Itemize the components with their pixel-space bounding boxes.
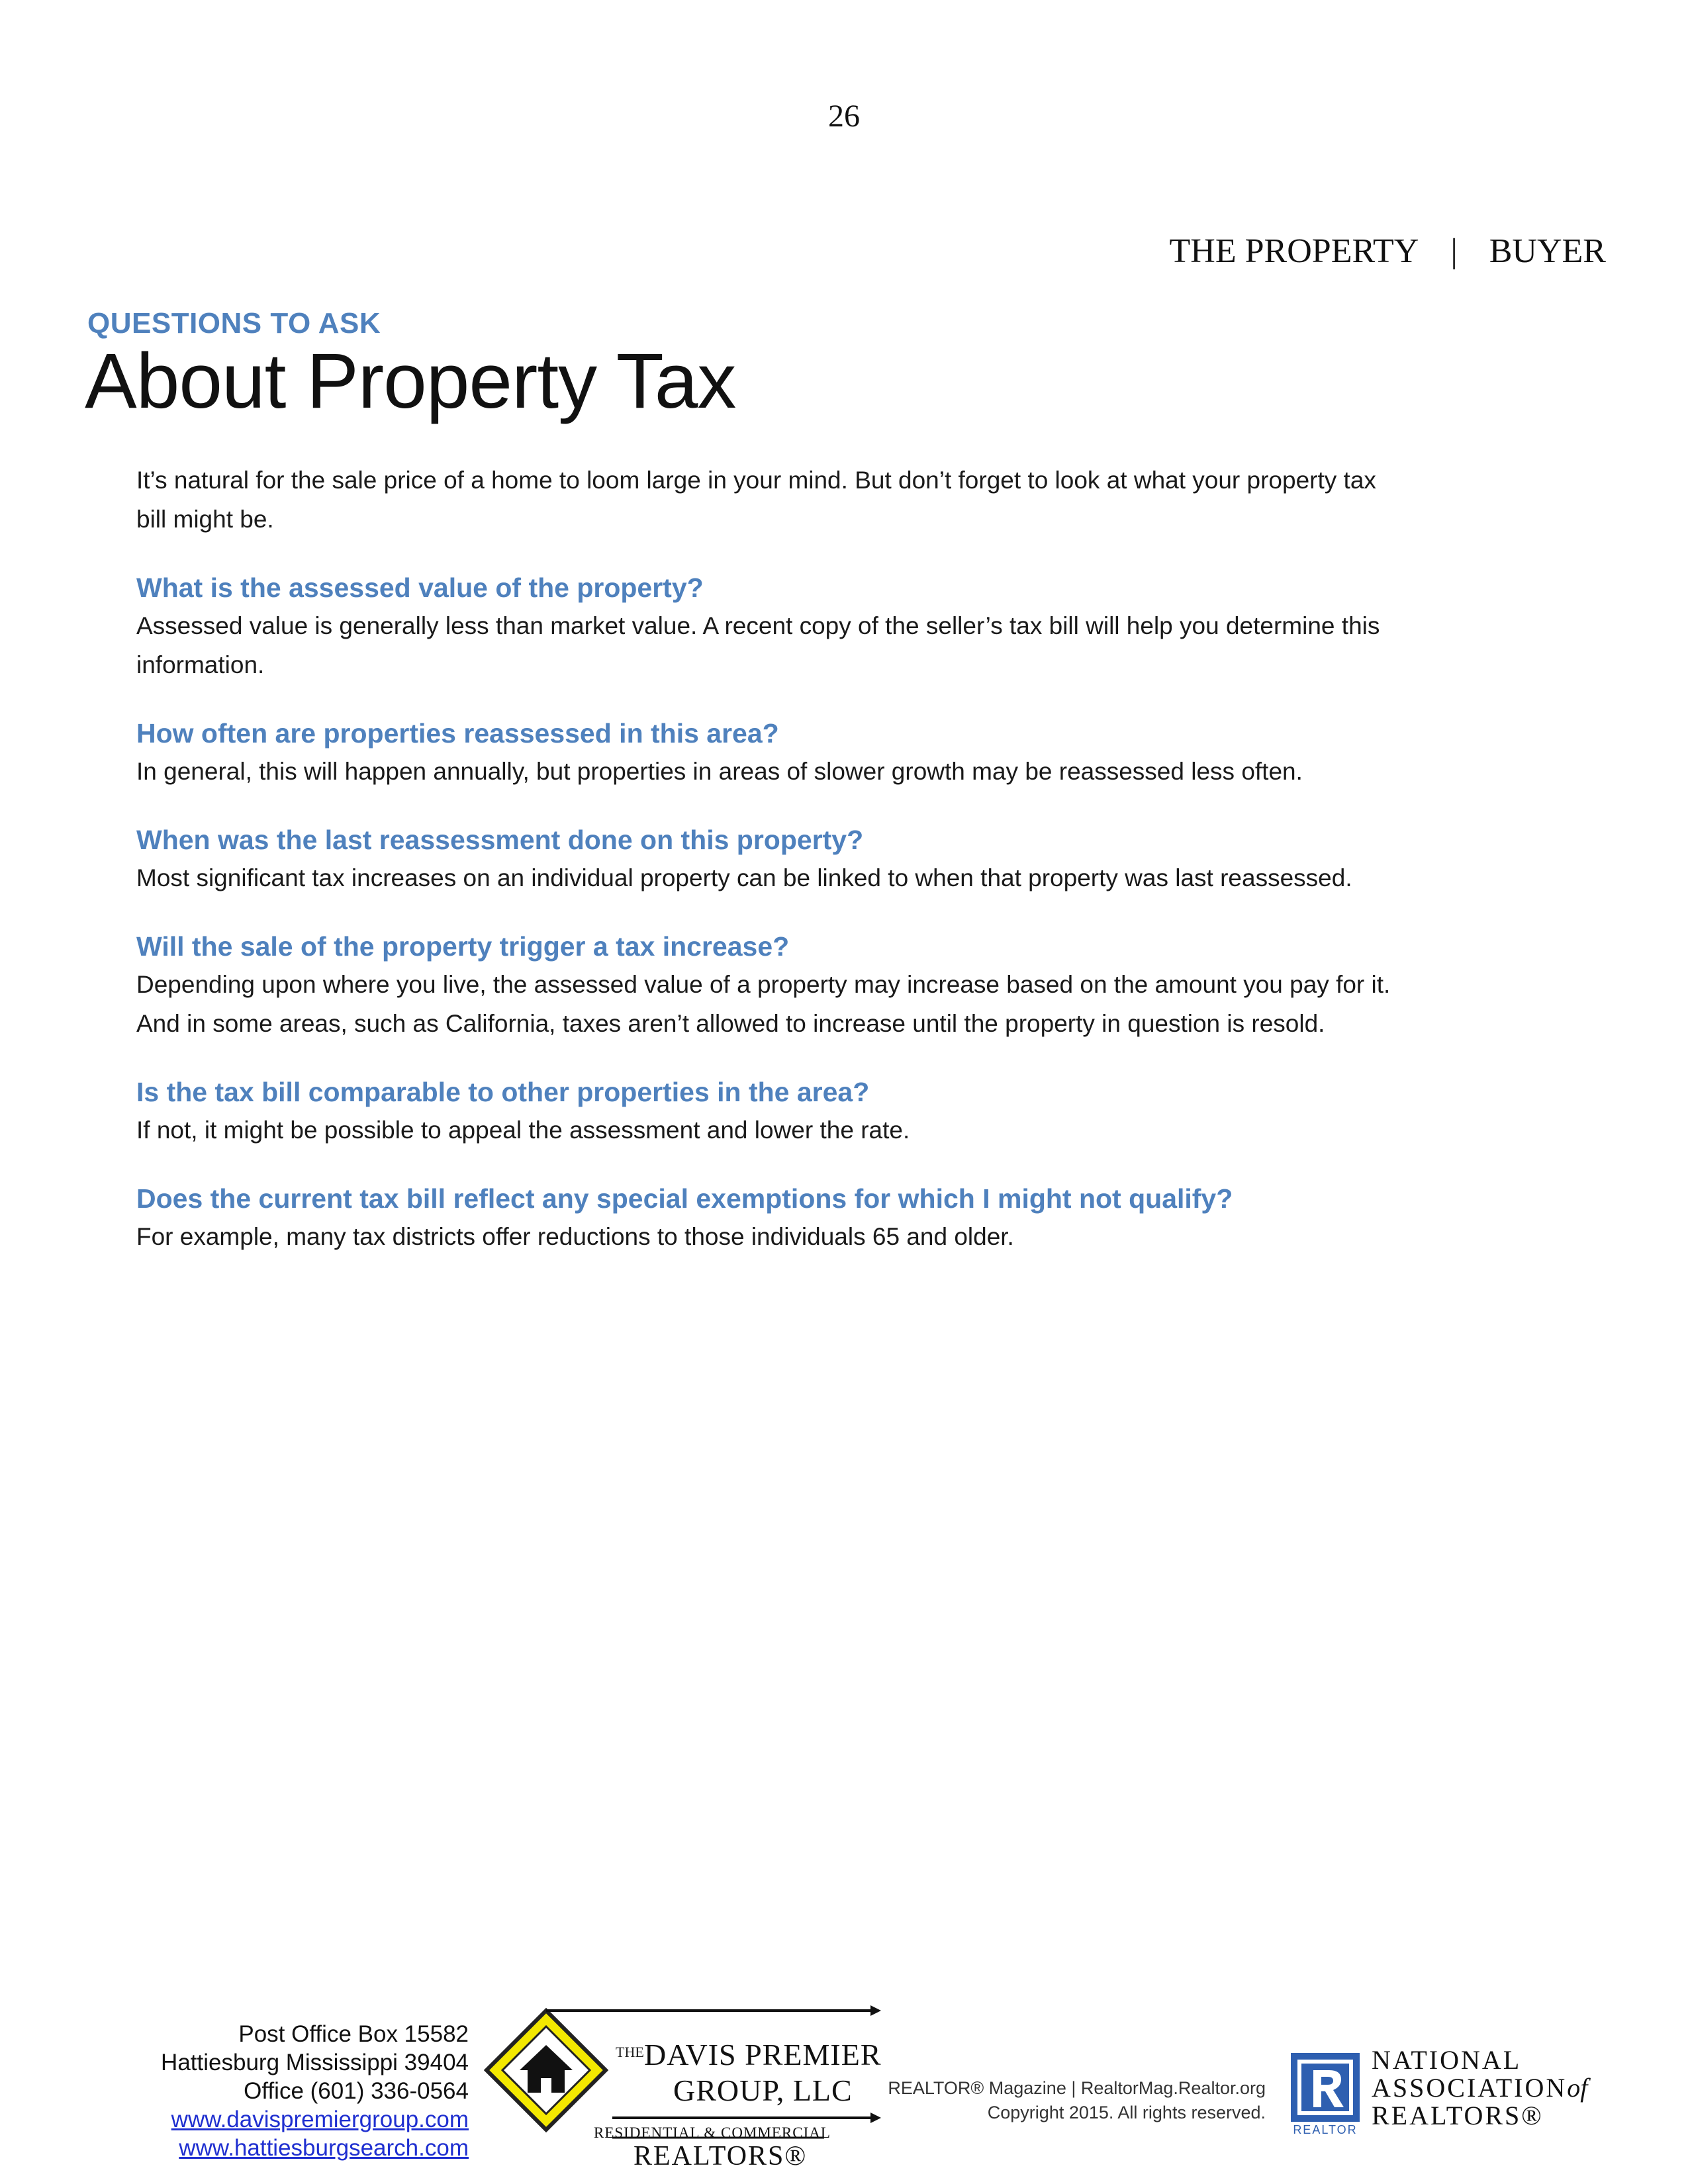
page-number: 26 bbox=[828, 99, 860, 134]
answer-line: information. bbox=[136, 651, 265, 678]
header-audience: BUYER bbox=[1489, 232, 1606, 270]
davis-premier-group-logo bbox=[480, 1999, 884, 2177]
address-line: Hattiesburg Mississippi 39404 bbox=[161, 2050, 469, 2075]
realtor-badge-label: REALTOR bbox=[1293, 2123, 1358, 2136]
question-heading: Does the current tax bill reflect any special exemptions for which I might not qualify? bbox=[136, 1183, 1233, 1214]
answer-text bbox=[136, 965, 1493, 1043]
office-address bbox=[99, 2020, 469, 2162]
logo-name-line2: GROUP, LLC bbox=[673, 2073, 853, 2107]
intro-paragraph bbox=[136, 461, 1493, 539]
logo-realtors: REALTORS® bbox=[633, 2141, 808, 2171]
qa-item bbox=[136, 1073, 1493, 1150]
nar-line bbox=[1372, 2074, 1587, 2102]
logo-name-line1: DAVIS PREMIER bbox=[644, 2038, 882, 2071]
nar-association: ASSOCIATION bbox=[1372, 2073, 1568, 2103]
question-heading: Will the sale of the property trigger a tax increase? bbox=[136, 931, 790, 962]
magazine-credit bbox=[861, 2076, 1266, 2125]
answer-line: If not, it might be possible to appeal the assessment and lower the rate. bbox=[136, 1116, 910, 1144]
header-separator: | bbox=[1450, 232, 1458, 270]
nar-of: of bbox=[1567, 2073, 1588, 2103]
website-link-davispremiergroup[interactable]: www.davispremiergroup.com bbox=[171, 2107, 469, 2132]
address-line: Post Office Box 15582 bbox=[238, 2021, 469, 2047]
qa-item bbox=[136, 928, 1493, 1043]
logo-tagline: RESIDENTIAL & COMMERCIAL bbox=[594, 2124, 831, 2141]
answer-line: Most significant tax increases on an individual property can be linked to when that property was last reassessed. bbox=[136, 864, 1352, 891]
copyright-line: Copyright 2015. All rights reserved. bbox=[987, 2103, 1266, 2122]
answer-line: Depending upon where you live, the assessed value of a property may increase based on the amount you pay for it. bbox=[136, 971, 1391, 998]
question-heading: What is the assessed value of the property? bbox=[136, 572, 704, 603]
question-heading: Is the tax bill comparable to other properties in the area? bbox=[136, 1077, 870, 1107]
website-link-hattiesburgsearch[interactable]: www.hattiesburgsearch.com bbox=[179, 2135, 469, 2161]
nar-logo-text bbox=[1372, 2046, 1587, 2130]
question-heading: When was the last reassessment done on this property? bbox=[136, 825, 864, 855]
logo-the: THE bbox=[616, 2044, 644, 2060]
answer-text bbox=[136, 858, 1493, 897]
answer-text bbox=[136, 606, 1493, 684]
answer-line: For example, many tax districts offer reductions to those individuals 65 and older. bbox=[136, 1223, 1014, 1250]
qa-item bbox=[136, 569, 1493, 684]
answer-line: And in some areas, such as California, taxes aren’t allowed to increase until the property in question is resold. bbox=[136, 1010, 1325, 1037]
running-header bbox=[1170, 232, 1606, 271]
magazine-line: REALTOR® Magazine | RealtorMag.Realtor.org bbox=[888, 2078, 1266, 2098]
answer-text bbox=[136, 1217, 1493, 1256]
nar-line: REALTORS® bbox=[1372, 2101, 1544, 2130]
answer-text bbox=[136, 1111, 1493, 1150]
intro-line: It’s natural for the sale price of a home to loom large in your mind. But don’t forget to look at what your property tax bbox=[136, 467, 1376, 494]
office-phone: Office (601) 336-0564 bbox=[244, 2078, 469, 2104]
qa-item bbox=[136, 821, 1493, 897]
question-heading: How often are properties reassessed in this area? bbox=[136, 718, 779, 749]
eyebrow: QUESTIONS TO ASK bbox=[87, 307, 381, 340]
qa-item bbox=[136, 715, 1493, 791]
answer-line: Assessed value is generally less than market value. A recent copy of the seller’s tax bill will help you determine this bbox=[136, 612, 1380, 639]
page-title: About Property Tax bbox=[85, 338, 736, 425]
header-section: THE PROPERTY bbox=[1169, 232, 1419, 270]
answer-line: In general, this will happen annually, but properties in areas of slower growth may be reassessed less often. bbox=[136, 758, 1303, 785]
answer-text bbox=[136, 752, 1493, 791]
intro-line: bill might be. bbox=[136, 506, 274, 533]
nar-line: NATIONAL bbox=[1372, 2045, 1522, 2075]
qa-item bbox=[136, 1180, 1493, 1256]
article-body bbox=[136, 461, 1493, 1287]
